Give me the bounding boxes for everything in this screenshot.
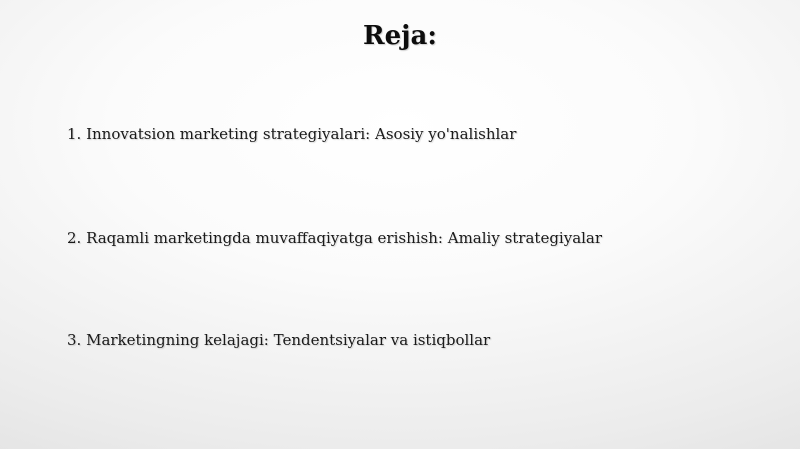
plan-item-1: 1. Innovatsion marketing strategiyalari: Asosiy yo'nalishlar — [67, 125, 517, 143]
slide-title: Reja: — [362, 21, 437, 51]
plan-item-3: 3. Marketingning kelajagi: Tendentsiyalar va istiqbollar — [67, 331, 491, 349]
plan-item-2: 2. Raqamli marketingda muvaffaqiyatga erishish: Amaliy strategiyalar — [67, 229, 603, 247]
